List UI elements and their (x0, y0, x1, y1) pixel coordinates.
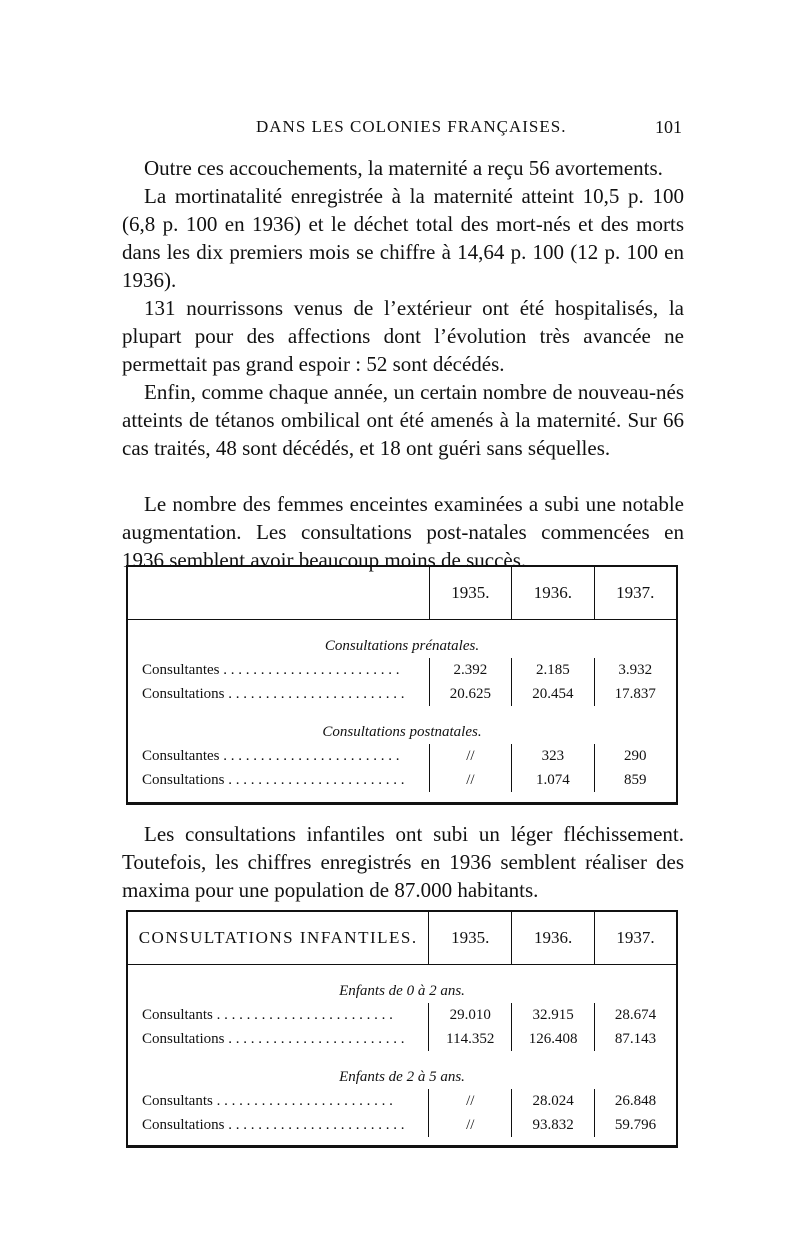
cell-value: 87.143 (595, 1027, 676, 1051)
section-title: Consultations postnatales. (322, 724, 482, 740)
cell-value: 2.185 (512, 658, 594, 682)
paragraph-infant-consultations: Les consultations infantiles ont subi un léger fléchissement. Toutefois, les chiffres enregistrés en 1936 semblent réaliser des maxima pour une population de 87.000 habitants. (122, 822, 684, 902)
cell-value: 26.848 (595, 1089, 676, 1113)
cell-value: 114.352 (429, 1027, 512, 1051)
table-row (128, 768, 676, 792)
cell-value: // (429, 1113, 512, 1137)
cell-value: 28.674 (595, 1003, 676, 1027)
cell-value: 1.074 (512, 768, 594, 792)
table-corner (128, 567, 429, 620)
year-header: 1937. (594, 567, 676, 620)
table-row (128, 1027, 676, 1051)
row-label: Consultations (142, 1117, 225, 1133)
table-row (128, 1003, 676, 1027)
cell-value: 290 (594, 744, 676, 768)
row-label: Consultants (142, 1007, 213, 1023)
cell-value: 3.932 (594, 658, 676, 682)
paragraph-stillbirth-rate: La mortinatalité enregistrée à la maternité atteint 10,5 p. 100 (6,8 p. 100 en 1936) et le déchet total des mort-nés et des morts dans les dix premiers mois se chiffre à 14,64 p. 100 (12 p. 100 en 1936). (122, 184, 684, 292)
section-title: Enfants de 2 à 5 ans. (339, 1069, 465, 1085)
cell-value: 2.392 (429, 658, 511, 682)
row-label: Consultantes (142, 748, 220, 764)
row-label: Consultations (142, 772, 225, 788)
table-header-row (128, 567, 676, 620)
cell-value: // (429, 744, 511, 768)
paragraph-pregnant-women: Le nombre des femmes enceintes examinées a subi une notable augmentation. Les consultations post-natales commencées en 1936 semblent avoir beaucoup moins de succès. (122, 492, 684, 572)
cell-value: 93.832 (512, 1113, 595, 1137)
cell-value: 59.796 (595, 1113, 676, 1137)
cell-value: 20.625 (429, 682, 511, 706)
table-prenatal-postnatal (126, 565, 678, 805)
cell-value: 17.837 (594, 682, 676, 706)
year-header: 1936. (512, 912, 595, 965)
table-row (128, 658, 676, 682)
row-label: Consultations (142, 686, 225, 702)
row-label: Consultantes (142, 662, 220, 678)
page-number: 101 (655, 117, 682, 137)
table-row (128, 682, 676, 706)
cell-value: 859 (594, 768, 676, 792)
cell-value: 323 (512, 744, 594, 768)
table-infant-consultations (126, 910, 678, 1148)
paragraph-abortions: Outre ces accouchements, la maternité a reçu 56 avortements. (144, 156, 663, 180)
table-row (128, 1113, 676, 1137)
year-header: 1935. (429, 567, 511, 620)
paragraph-hospitalized-infants: 131 nourrissons venus de l’extérieur ont été hospitalisés, la plupart pour des affections dont l’évolution très avancée ne permettait pas grand espoir : 52 sont décédés. (122, 296, 684, 376)
table-row (128, 1089, 676, 1113)
paragraph-tetanus: Enfin, comme chaque année, un certain nombre de nouveau-nés atteints de tétanos ombilical ont été amenés à la maternité. Sur 66 cas traités, 48 sont décédés, et 18 ont guéri sans séquelles. (122, 380, 684, 460)
row-label: Consultations (142, 1031, 225, 1047)
year-header: 1936. (512, 567, 594, 620)
cell-value: 32.915 (512, 1003, 595, 1027)
cell-value: 28.024 (512, 1089, 595, 1113)
cell-value: 126.408 (512, 1027, 595, 1051)
cell-value: 29.010 (429, 1003, 512, 1027)
table-corner: CONSULTATIONS INFANTILES. (128, 912, 429, 965)
cell-value: // (429, 768, 511, 792)
cell-value: 20.454 (512, 682, 594, 706)
row-label: Consultants (142, 1093, 213, 1109)
cell-value: // (429, 1089, 512, 1113)
section-title: Consultations prénatales. (324, 638, 480, 654)
running-head (122, 117, 682, 143)
year-header: 1935. (429, 912, 512, 965)
running-title: DANS LES COLONIES FRANÇAISES. (256, 117, 567, 136)
table-header-row (128, 912, 676, 965)
section-title: Enfants de 0 à 2 ans. (339, 983, 465, 999)
table-row (128, 744, 676, 768)
year-header: 1937. (595, 912, 676, 965)
